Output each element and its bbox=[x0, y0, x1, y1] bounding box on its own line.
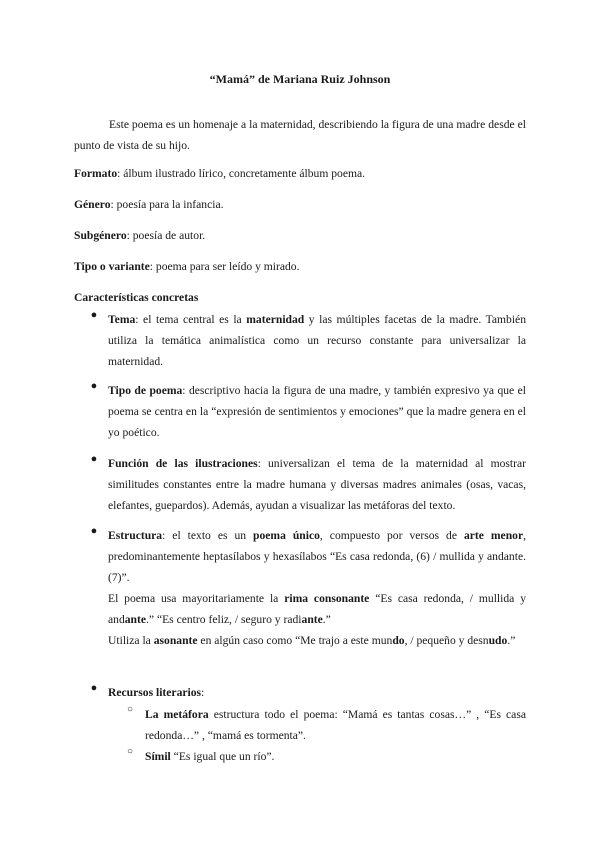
text-run: , / pequeño y desn bbox=[404, 634, 489, 647]
bold-run: poema único bbox=[253, 529, 320, 542]
bullet-tipo-poema-text bbox=[108, 380, 526, 443]
bullet-recursos-label: Recursos literarios bbox=[108, 686, 202, 699]
bullet-tema bbox=[90, 309, 526, 372]
section-title: Características concretas bbox=[74, 291, 199, 304]
bullet-funcion-label: Función de las ilustraciones bbox=[108, 457, 258, 470]
text-run: “Es igual que un río”. bbox=[170, 750, 275, 763]
bold-run: asonante bbox=[153, 634, 198, 647]
sub-bullet-simil-label: Símil bbox=[145, 750, 171, 763]
text-run: Utiliza la bbox=[108, 634, 154, 647]
intro-paragraph: Este poema es un homenaje a la maternidad, describiendo la figura de una madre desde el punto de vista de su hijo. bbox=[74, 118, 526, 152]
bold-run: ante bbox=[301, 613, 323, 626]
sub-bullet-metafora-label: La metáfora bbox=[145, 708, 209, 721]
estructura-rima-paragraph bbox=[108, 588, 526, 630]
bullet-tipo-poema-label: Tipo de poema bbox=[108, 384, 183, 397]
bold-run: rima consonante bbox=[284, 592, 370, 605]
circle-bullet-icon: ○ bbox=[127, 704, 134, 715]
bold-run: do bbox=[392, 634, 405, 647]
text-run: .” bbox=[507, 634, 516, 647]
text-run: “Es casa redonda, / mullida y and bbox=[108, 592, 526, 626]
field-subgenero-label: Subgénero bbox=[74, 229, 127, 242]
bold-run: udo bbox=[488, 634, 508, 647]
text-run: : universalizan el tema de la maternidad al mostrar similitudes constantes entre la madre humana y diversas madres animales (osas, vacas, elefantes, guepardos). Además, ayudan a visualizar las metáforas del texto. bbox=[108, 457, 526, 512]
sub-bullet-simil bbox=[127, 746, 526, 767]
field-tipo bbox=[74, 259, 300, 275]
bold-run: maternidad bbox=[246, 313, 305, 326]
bullet-recursos bbox=[90, 682, 526, 703]
field-formato bbox=[74, 166, 365, 182]
field-subgenero-value: : poesía de autor. bbox=[126, 229, 206, 242]
bullet-dot-icon: ● bbox=[90, 525, 98, 537]
field-genero bbox=[74, 197, 223, 213]
field-subgenero bbox=[74, 228, 205, 244]
text-run: : el texto es un bbox=[162, 529, 254, 542]
sub-bullet-simil-text bbox=[145, 746, 526, 767]
text-run: .” bbox=[322, 613, 331, 626]
bullet-tipo-poema bbox=[90, 380, 526, 443]
bullet-dot-icon: ● bbox=[90, 380, 98, 392]
text-run: estructura todo el poema: “Mamá es tantas cosas…” , “Es casa redonda…” , “mamá es tormenta”. bbox=[145, 708, 526, 742]
text-run: El poema usa mayoritariamente la bbox=[108, 592, 285, 605]
bullet-estructura-text bbox=[108, 525, 526, 588]
document-title: “Mamá” de Mariana Ruiz Johnson bbox=[209, 72, 391, 86]
text-run: , compuesto por versos de bbox=[319, 529, 464, 542]
text-run: : el tema central es la bbox=[135, 313, 247, 326]
bold-run: ante bbox=[124, 613, 147, 626]
bullet-funcion bbox=[90, 453, 526, 516]
bold-run: arte menor bbox=[463, 529, 524, 542]
text-run: , predominantemente heptasílabos y hexasílabos “Es casa redonda, (6) / mullida y andante. (7)”. bbox=[108, 529, 526, 584]
bullet-estructura-label: Estructura bbox=[108, 529, 163, 542]
text-run: y las múltiples facetas de la madre. También utiliza la temática animalística como un recurso constante para universalizar la maternidad. bbox=[108, 313, 526, 368]
bullet-tema-text bbox=[108, 309, 526, 372]
field-formato-label: Formato bbox=[74, 167, 118, 180]
field-tipo-value: : poema para ser leído y mirado. bbox=[149, 260, 300, 273]
sub-bullet-metafora-text bbox=[145, 704, 526, 746]
text-run: .” “Es centro feliz, / seguro y radi bbox=[146, 613, 302, 626]
text-run: : bbox=[201, 686, 205, 699]
text-run: en algún caso como “Me trajo a este mun bbox=[197, 634, 393, 647]
field-genero-value: : poesía para la infancia. bbox=[110, 198, 224, 211]
sub-bullet-metafora bbox=[127, 704, 526, 746]
bullet-estructura bbox=[90, 525, 526, 651]
text-run: : descriptivo hacia la figura de una madre, y también expresivo ya que el poema se centra en la “expresión de sentimientos y emociones” que la madre genera en el yo poético. bbox=[108, 384, 526, 439]
bullet-funcion-text bbox=[108, 453, 526, 516]
bullet-recursos-text bbox=[108, 682, 526, 703]
estructura-asonante-paragraph bbox=[108, 630, 526, 651]
bullet-dot-icon: ● bbox=[90, 682, 98, 694]
bullet-tema-label: Tema bbox=[108, 313, 136, 326]
bullet-dot-icon: ● bbox=[90, 453, 98, 465]
field-formato-value: : álbum ilustrado lírico, concretamente álbum poema. bbox=[117, 167, 366, 180]
field-tipo-label: Tipo o variante bbox=[74, 260, 150, 273]
circle-bullet-icon: ○ bbox=[127, 746, 134, 757]
bullet-dot-icon: ● bbox=[90, 309, 98, 321]
field-genero-label: Género bbox=[74, 198, 111, 211]
